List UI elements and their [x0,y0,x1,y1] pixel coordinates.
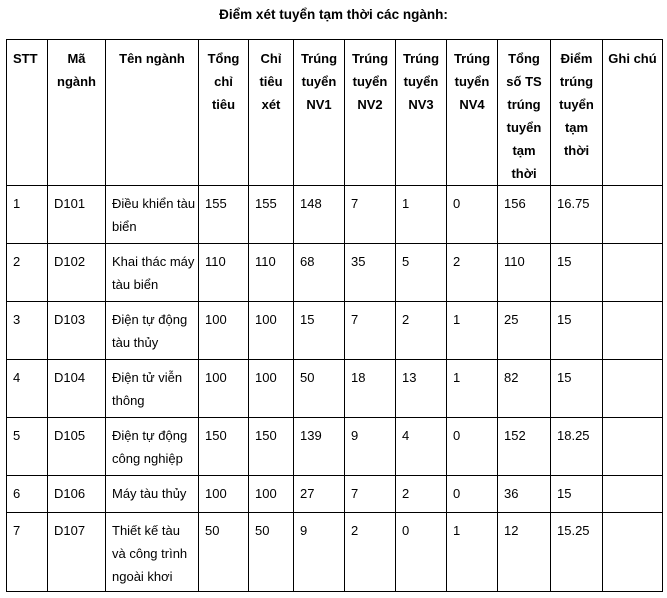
column-header-trung-tuyen-nv3: Trúng tuyển NV3 [396,40,447,186]
table-row [7,302,663,360]
column-header-trung-tuyen-nv1: Trúng tuyển NV1 [294,40,345,186]
cell-nv3: 0 [396,513,447,592]
table-row [7,513,663,592]
cell-tong-so-ts: 25 [498,302,551,360]
cell-stt: 4 [7,360,48,418]
cell-diem: 15 [551,476,603,513]
admissions-table [6,39,663,592]
cell-nv4: 1 [447,302,498,360]
cell-ghi-chu [603,360,663,418]
cell-chi-tieu-xet: 50 [249,513,294,592]
cell-tong-chi-tieu: 155 [199,186,249,244]
cell-nv4: 0 [447,476,498,513]
table-row [7,418,663,476]
cell-nv1: 148 [294,186,345,244]
column-header-chi-tieu-xet: Chỉ tiêu xét [249,40,294,186]
cell-nv1: 50 [294,360,345,418]
cell-nv3: 4 [396,418,447,476]
cell-diem: 18.25 [551,418,603,476]
table-row [7,186,663,244]
cell-nv1: 15 [294,302,345,360]
cell-chi-tieu-xet: 100 [249,476,294,513]
cell-nv3: 13 [396,360,447,418]
cell-nv2: 7 [345,302,396,360]
column-header-trung-tuyen-nv4: Trúng tuyển NV4 [447,40,498,186]
cell-nv3: 5 [396,244,447,302]
cell-nv4: 1 [447,360,498,418]
table-row [7,244,663,302]
column-header-diem-trung-tuyen: Điểm trúng tuyển tạm thời [551,40,603,186]
cell-tong-chi-tieu: 100 [199,476,249,513]
cell-nv2: 9 [345,418,396,476]
cell-diem: 15.25 [551,513,603,592]
cell-stt: 3 [7,302,48,360]
cell-stt: 6 [7,476,48,513]
cell-ten-nganh: Máy tàu thủy [106,476,199,513]
cell-nv4: 0 [447,418,498,476]
cell-ten-nganh: Điện tử viễn thông [106,360,199,418]
cell-ma-nganh: D101 [48,186,106,244]
cell-ghi-chu [603,244,663,302]
cell-chi-tieu-xet: 100 [249,360,294,418]
cell-nv3: 2 [396,302,447,360]
cell-ghi-chu [603,476,663,513]
cell-stt: 7 [7,513,48,592]
column-header-tong-chi-tieu: Tổng chỉ tiêu [199,40,249,186]
cell-nv1: 9 [294,513,345,592]
table-row [7,476,663,513]
cell-nv2: 7 [345,186,396,244]
cell-ghi-chu [603,513,663,592]
cell-ma-nganh: D103 [48,302,106,360]
cell-ten-nganh: Khai thác máy tàu biển [106,244,199,302]
cell-ghi-chu [603,302,663,360]
cell-nv1: 139 [294,418,345,476]
cell-ten-nganh: Điều khiển tàu biển [106,186,199,244]
cell-nv2: 35 [345,244,396,302]
cell-diem: 16.75 [551,186,603,244]
cell-ghi-chu [603,418,663,476]
cell-tong-chi-tieu: 110 [199,244,249,302]
cell-stt: 2 [7,244,48,302]
cell-ma-nganh: D102 [48,244,106,302]
cell-nv4: 1 [447,513,498,592]
cell-diem: 15 [551,360,603,418]
cell-ghi-chu [603,186,663,244]
cell-nv4: 0 [447,186,498,244]
column-header-stt: STT [7,40,48,186]
column-header-ten-nganh: Tên ngành [106,40,199,186]
cell-nv2: 2 [345,513,396,592]
cell-tong-so-ts: 152 [498,418,551,476]
cell-nv1: 68 [294,244,345,302]
cell-diem: 15 [551,302,603,360]
cell-chi-tieu-xet: 155 [249,186,294,244]
cell-stt: 1 [7,186,48,244]
cell-tong-chi-tieu: 50 [199,513,249,592]
table-row [7,360,663,418]
cell-stt: 5 [7,418,48,476]
cell-tong-so-ts: 110 [498,244,551,302]
cell-tong-chi-tieu: 100 [199,360,249,418]
cell-ma-nganh: D106 [48,476,106,513]
column-header-ghi-chu: Ghi chú [603,40,663,186]
column-header-trung-tuyen-nv2: Trúng tuyển NV2 [345,40,396,186]
cell-ten-nganh: Điện tự động tàu thủy [106,302,199,360]
cell-nv4: 2 [447,244,498,302]
cell-ten-nganh: Điện tự động công nghiệp [106,418,199,476]
cell-ma-nganh: D104 [48,360,106,418]
column-header-tong-so-ts: Tổng số TS trúng tuyển tạm thời [498,40,551,186]
page-title: Điểm xét tuyển tạm thời các ngành: [219,7,448,22]
cell-nv1: 27 [294,476,345,513]
cell-tong-chi-tieu: 150 [199,418,249,476]
cell-tong-so-ts: 82 [498,360,551,418]
cell-tong-chi-tieu: 100 [199,302,249,360]
cell-diem: 15 [551,244,603,302]
cell-chi-tieu-xet: 110 [249,244,294,302]
cell-ma-nganh: D105 [48,418,106,476]
cell-nv3: 1 [396,186,447,244]
cell-tong-so-ts: 12 [498,513,551,592]
cell-chi-tieu-xet: 100 [249,302,294,360]
cell-ma-nganh: D107 [48,513,106,592]
cell-chi-tieu-xet: 150 [249,418,294,476]
cell-ten-nganh: Thiết kế tàu và công trình ngoài khơi [106,513,199,592]
header-row [7,40,663,186]
cell-nv2: 18 [345,360,396,418]
cell-nv2: 7 [345,476,396,513]
cell-nv3: 2 [396,476,447,513]
cell-tong-so-ts: 156 [498,186,551,244]
column-header-ma-nganh: Mã ngành [48,40,106,186]
cell-tong-so-ts: 36 [498,476,551,513]
